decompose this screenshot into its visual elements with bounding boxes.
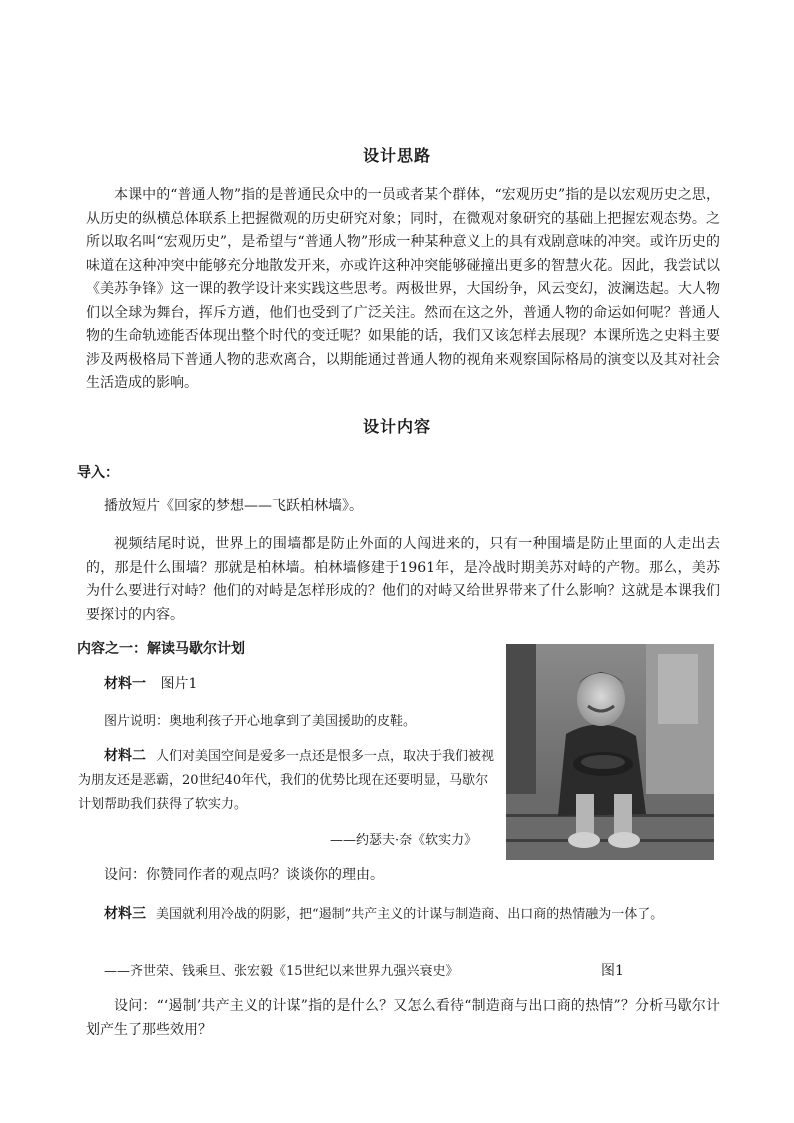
intro-label: 导入： xyxy=(77,465,119,481)
section-title-design-content: 设计内容 xyxy=(362,417,431,436)
material2-paragraph xyxy=(78,744,496,817)
figure-label: 图1 xyxy=(601,963,624,979)
material2-label: 材料二 xyxy=(104,748,146,764)
intro-video-line: 播放短片《回家的梦想——飞跃柏林墙》。 xyxy=(104,498,363,514)
material3-source: ——齐世荣、钱乘旦、张宏毅《15世纪以来世界九强兴衰史》 xyxy=(104,964,459,979)
material3-label: 材料三 xyxy=(104,906,146,922)
question1: 设问：你赞同作者的观点吗？谈谈你的理由。 xyxy=(104,867,384,883)
material3-paragraph xyxy=(78,902,718,927)
material2-source: ——约瑟夫·奈《软实力》 xyxy=(330,833,478,848)
material1-text: 图片1 xyxy=(160,676,198,692)
material1-label: 材料一 xyxy=(104,676,146,692)
photo-caption: 图片说明：奥地利孩子开心地拿到了美国援助的皮鞋。 xyxy=(104,714,417,729)
photo-austrian-child-shoes xyxy=(506,644,714,860)
photo-image xyxy=(506,644,714,860)
material2-text: 人们对美国空间是爱多一点还是恨多一点，取决于我们被视为朋友还是恶霸，20世纪40年代，我们的优势比现在还要明显，马歇尔计划帮助我们获得了软实力。 xyxy=(78,749,495,812)
design-idea-paragraph: 本课中的“普通人物”指的是普通民众中的一员或者某个群体，“宏观历史”指的是以宏观历史之思，从历史的纵横总体联系上把握微观的历史研究对象；同时，在微观对象研究的基础上把握宏观态势。之所以取名叫“宏观历史”，是希望与“普通人物”形成一种某种意义上的具有戏剧意味的冲突。或许历史的味道在这种冲突中能够充分地散发开来，亦或许这种冲突能够碰撞出更多的智慧火花。因此，我尝试以《美苏争锋》这一课的教学设计来实践这些思考。两极世界，大国纷争，风云变幻，波澜迭起。大人物们以全球为舞台，挥斥方遒，他们也受到了广泛关注。然而在这之外，普通人物的命运如何呢？普通人物的生命轨迹能否体现出整个时代的变迁呢？如果能的话，我们又该怎样去展现？本课所选之史料主要涉及两极格局下普通人物的悲欢离合，以期能通过普通人物的视角来观察国际格局的演变以及其对社会生活造成的影响。 xyxy=(86,187,720,391)
material1-line xyxy=(104,673,197,696)
intro-paragraph: 视频结尾时说，世界上的围墙都是防止外面的人闯进来的，只有一种围墙是防止里面的人走出去的，那是什么围墙？那就是柏林墙。柏林墙修建于1961年，是冷战时期美苏对峙的产物。那么，美苏为什么要进行对峙？他们的对峙是怎样形成的？他们的对峙又给世界带来了什么影响？这就是本课我们要探讨的内容。 xyxy=(86,536,720,623)
content1-heading: 内容之一：解读马歇尔计划 xyxy=(77,641,245,657)
material3-text: 美国就利用冷战的阴影，把“遏制”共产主义的计谋与制造商、出口商的热情融为一体了。 xyxy=(156,907,664,922)
question2: 设问：“‘遏制’共产主义的计谋”指的是什么？又怎么看待“制造商与出口商的热情”？分析马歇尔计划产生了那些效用？ xyxy=(86,998,720,1038)
section-title-design-idea: 设计思路 xyxy=(362,146,431,165)
